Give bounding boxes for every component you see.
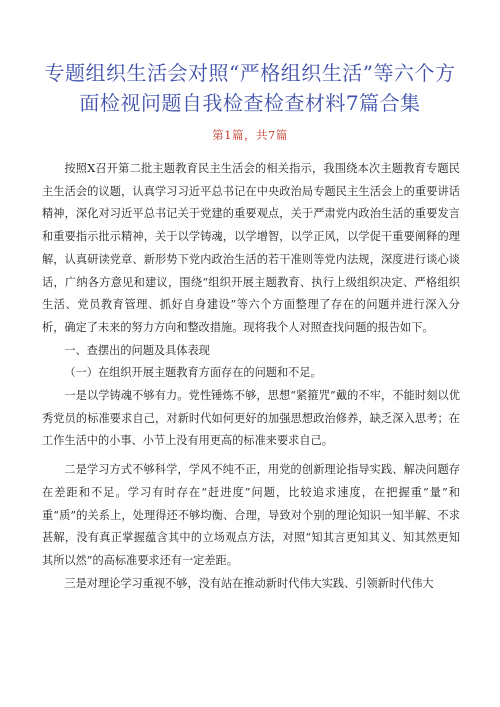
document-title: 专题组织生活会对照“严格组织生活”等六个方面检视问题自我检查检查材料7篇合集: [44, 61, 456, 115]
problem-paragraph-2: 二是学习方式不够科学，学风不纯不正，用党的创新理论指导实践、解决问题存在差距和不足。学习有时存在“赶进度”问题，比较追求速度，在把握重“量”和重“质”的关系上，处理得还不够均衡、合理，导致对个别的理论知识一知半解、不求甚解，没有真正掌握蕴含其中的立场观点方法，对照“知其言更知其义、知其然更知其所以然”的高标准要求还有一定差距。: [42, 463, 460, 567]
intro-paragraph: 按照X召开第二批主题教育民主生活会的相关指示，我围绕本次主题教育专题民主生活会的议题，认真学习习近平总书记在中央政治局专题民主生活会上的重要讲话精神，深化对习近平总书记关于党建的重要观点，关于严肃党内政治生活的重要发言和重要指示批示精神，关于以学铸魂，以学增智，以学正风，以学促干重要阐释的理解，认真研读党章、新形势下党内政治生活的若干准则等党内法规，深度进行谈心谈话，广纳各方意见和建议，围绕“组织开展主题教育、执行上级组织决定、严格组织生活、党员教育管理、抓好自身建设”等六个方面整理了存在的问题并进行深入分析，确定了未来的努力方向和整改措施。现将我个人对照查找问题的报告如下。: [42, 162, 460, 334]
document-body: [42, 158, 460, 595]
problem-paragraph-1: 一是以学铸魂不够有力。党性锤炼不够，思想“紧箍咒”戴的不牢，不能时刻以优秀党员的标准要求自己，对新时代如何更好的加强思想政治修养，缺乏深入思考；在工作生活中的小事、小节上没有用更高的标准来要求自己。: [42, 389, 460, 448]
problem-paragraph-3: 三是对理论学习重视不够，没有站在推动新时代伟大实践、引领新时代伟大: [64, 576, 434, 590]
subsection-heading: （一）在组织开展主题教育方面存在的问题和不足。: [64, 366, 322, 380]
document-subtitle: 第1篇，共7篇: [212, 128, 288, 142]
section-heading: 一、查摆出的问题及具体表现: [64, 343, 210, 357]
